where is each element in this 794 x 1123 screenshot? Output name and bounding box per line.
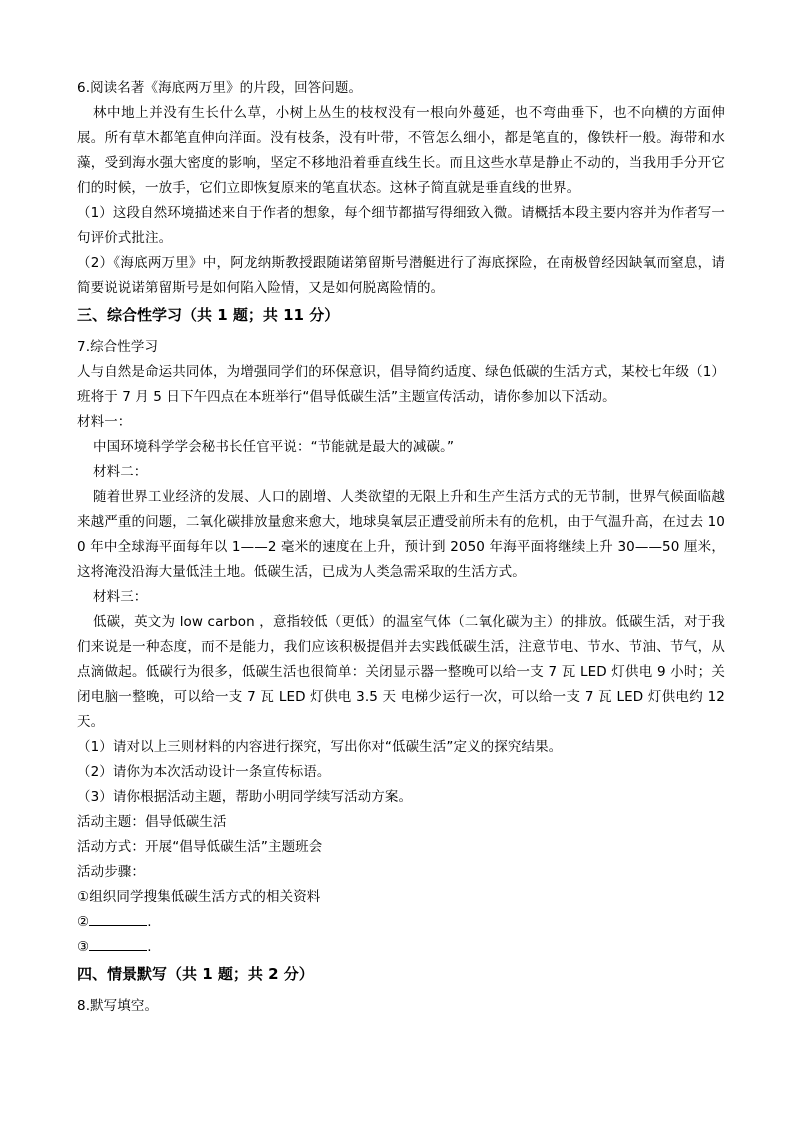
material-2-label: 材料二： <box>93 464 148 480</box>
material-2-text: 随着世界工业经济的发展、人口的剧增、人类欲望的无限上升和生产生活方式的无节制，世界气候面临越来越严重的问题，二氧化碳排放量愈来愈大，地球臭氧层正遭受前所未有的危机，由于气温升高，在过去 100 年中全球海平面每年以 1——2 毫米的速度在上升，预计到 2050 年海平面将继续上升 30——50 厘米，这将淹没沿海大量低洼土地。低碳生活，已成为人类急需采取的生活方式。 <box>77 489 725 580</box>
q7-sub3: （3）请你根据活动主题，帮助小明同学续写活动方案。 <box>77 789 413 805</box>
section-3-heading: 三、综合性学习（共 1 题；共 11 分） <box>77 306 340 324</box>
section-4-heading: 四、情景默写（共 1 题；共 2 分） <box>77 965 314 983</box>
material-3-text: 低碳，英文为 low carbon ，意指较低（更低）的温室气体（二氧化碳为主）的排放。低碳生活，对于我们来说是一种态度，而不是能力，我们应该积极提倡并去实践低碳生活，注意节电、节水、节油、节气，从点滴做起。低碳行为很多，低碳生活也很简单：关闭显示器一整晚可以给一支 7 瓦 LED 灯供电 9 小时；关闭电脑一整晚，可以给一支 7 瓦 LED 灯供电 3.5 天 电梯少运行一次，可以给一支 7 瓦 LED 灯供电约 12 天。 <box>77 614 725 730</box>
step-3-blank <box>89 938 147 951</box>
q7-intro: 人与自然是命运共同体，为增强同学们的环保意识，倡导简约适度、绿色低碳的生活方式，某校七年级（1）班将于 7 月 5 日下午四点在本班举行“倡导低碳生活”主题宣传活动，请你参加以下活动。 <box>77 364 725 405</box>
activity-method: 活动方式：开展“倡导低碳生活”主题班会 <box>77 839 323 855</box>
material-1-text: 中国环境科学学会秘书长任官平说：“节能就是最大的减碳。” <box>93 439 455 455</box>
activity-step-2 <box>77 910 725 935</box>
activity-theme: 活动主题：倡导低碳生活 <box>77 814 227 830</box>
q6-sub2: （2）《海底两万里》中，阿龙纳斯教授跟随诺第留斯号潜艇进行了海底探险，在南极曾经因缺氧而窒息，请简要说说诺第留斯号是如何陷入险情，又是如何脱离险情的。 <box>77 255 725 296</box>
step-3-end: . <box>147 939 152 955</box>
activity-step-1: ①组织同学搜集低碳生活方式的相关资料 <box>77 889 321 905</box>
q6-title: 6.阅读名著《海底两万里》的片段，回答问题。 <box>77 80 363 96</box>
document-content <box>77 76 725 1019</box>
step-2-end: . <box>147 914 152 930</box>
material-1-label: 材料一： <box>77 414 132 430</box>
q6-passage: 林中地上并没有生长什么草，小树上丛生的枝杈没有一根向外蔓延，也不弯曲垂下，也不向横的方面伸展。所有草木都笔直伸向洋面。没有枝条，没有叶带，不管怎么细小，都是笔直的，像铁杆一般。海带和水藻，受到海水强大密度的影响，坚定不移地沿着垂直线生长。而且这些水草是静止不动的，当我用手分开它们的时候，一放手，它们立即恢复原来的笔直状态。这林子简直就是垂直线的世界。 <box>77 105 725 196</box>
activity-step-3 <box>77 935 725 960</box>
q6-sub1: （1）这段自然环境描述来自于作者的想象，每个细节都描写得细致入微。请概括本段主要内容并为作者写一句评价式批注。 <box>77 205 725 246</box>
q7-sub1: （1）请对以上三则材料的内容进行探究，写出你对“低碳生活”定义的探究结果。 <box>77 739 563 755</box>
q8-title: 8.默写填空。 <box>77 998 159 1014</box>
step-3-number: ③ <box>77 939 90 955</box>
activity-steps-label: 活动步骤： <box>77 864 145 880</box>
q7-title: 7.综合性学习 <box>77 339 159 355</box>
step-2-blank <box>89 913 147 926</box>
step-2-number: ② <box>77 914 90 930</box>
material-3-label: 材料三： <box>93 589 148 605</box>
q7-sub2: （2）请你为本次活动设计一条宣传标语。 <box>77 764 331 780</box>
